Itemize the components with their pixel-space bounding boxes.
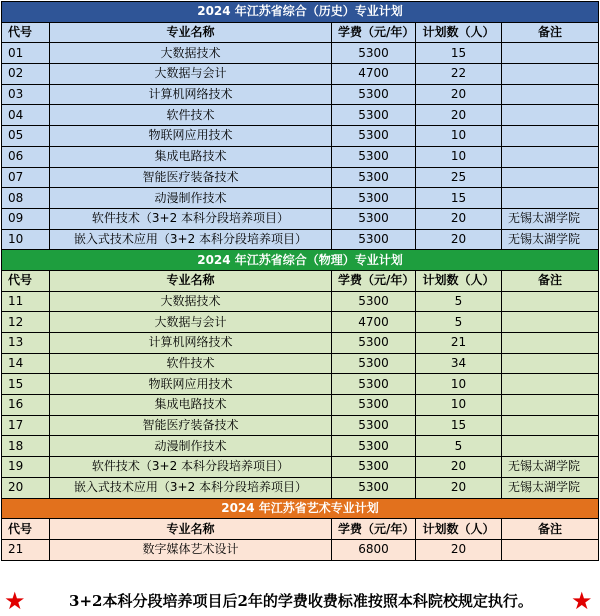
table-row [2,333,599,354]
section-title: 2024 年江苏省综合（物理）专业计划 [2,250,599,271]
name-cell: 大数据技术 [50,291,332,312]
table-row [2,208,599,229]
table-row [2,105,599,126]
table-row [2,229,599,250]
code-header: 代号 [2,270,50,291]
section-title-row [2,2,599,23]
code-cell: 08 [2,188,50,209]
name-cell: 软件技术（3+2 本科分段培养项目） [50,208,332,229]
plan-cell: 15 [416,415,502,436]
name-cell: 计算机网络技术 [50,84,332,105]
name-cell: 计算机网络技术 [50,333,332,354]
fee-cell: 4700 [332,64,416,85]
column-header-row [2,22,599,43]
plan-cell: 10 [416,146,502,167]
fee-cell: 5300 [332,291,416,312]
plan-cell: 21 [416,333,502,354]
name-cell: 软件技术（3+2 本科分段培养项目） [50,457,332,478]
table-row [2,395,599,416]
fee-header: 学费（元/年） [332,519,416,540]
code-cell: 12 [2,312,50,333]
table-row [2,312,599,333]
code-cell: 11 [2,291,50,312]
note-header: 备注 [502,270,599,291]
code-cell: 06 [2,146,50,167]
name-cell: 软件技术 [50,105,332,126]
plan-cell: 20 [416,539,502,560]
note-cell [502,105,599,126]
section-2 [2,250,599,498]
code-cell: 21 [2,539,50,560]
plan-cell: 5 [416,436,502,457]
note-cell [502,333,599,354]
fee-cell: 5300 [332,477,416,498]
plan-cell: 34 [416,353,502,374]
fee-cell: 6800 [332,539,416,560]
fee-cell: 5300 [332,43,416,64]
plan-cell: 5 [416,291,502,312]
note-cell [502,539,599,560]
fee-header: 学费（元/年） [332,22,416,43]
table-row [2,436,599,457]
note-cell [502,312,599,333]
code-cell: 05 [2,126,50,147]
column-header-row [2,519,599,540]
code-header: 代号 [2,519,50,540]
note-cell [502,415,599,436]
table-row [2,374,599,395]
star-icon-left: ★ [4,587,26,615]
fee-header: 学费（元/年） [332,270,416,291]
fee-cell: 5300 [332,436,416,457]
note-cell [502,146,599,167]
plan-cell: 10 [416,374,502,395]
section-title-row [2,498,599,519]
note-cell [502,374,599,395]
code-cell: 16 [2,395,50,416]
code-cell: 14 [2,353,50,374]
fee-cell: 5300 [332,395,416,416]
enrollment-plan-table [1,1,599,561]
code-cell: 19 [2,457,50,478]
name-cell: 智能医疗装备技术 [50,415,332,436]
name-cell: 动漫制作技术 [50,436,332,457]
fee-cell: 5300 [332,208,416,229]
name-cell: 大数据与会计 [50,312,332,333]
note-cell: 无锡太湖学院 [502,208,599,229]
plan-cell: 15 [416,188,502,209]
table-row [2,291,599,312]
table-row [2,415,599,436]
note-cell [502,64,599,85]
footer-note-text: 3+2本科分段培养项目后2年的学费收费标准按照本科院校规定执行。 [69,592,533,610]
section-title-row [2,250,599,271]
name-cell: 大数据与会计 [50,64,332,85]
fee-cell: 5300 [332,374,416,395]
fee-cell: 5300 [332,457,416,478]
fee-cell: 4700 [332,312,416,333]
plan-cell: 10 [416,395,502,416]
name-cell: 软件技术 [50,353,332,374]
plan-cell: 20 [416,84,502,105]
code-cell: 09 [2,208,50,229]
table-row [2,477,599,498]
note-cell: 无锡太湖学院 [502,477,599,498]
name-cell: 智能医疗装备技术 [50,167,332,188]
table-row [2,457,599,478]
plan-cell: 20 [416,208,502,229]
fee-cell: 5300 [332,415,416,436]
name-cell: 集成电路技术 [50,146,332,167]
table-row [2,84,599,105]
plan-cell: 20 [416,229,502,250]
plan-cell: 10 [416,126,502,147]
plan-cell: 25 [416,167,502,188]
footer-note [0,586,600,616]
note-header: 备注 [502,22,599,43]
code-cell: 01 [2,43,50,64]
fee-cell: 5300 [332,353,416,374]
note-cell [502,353,599,374]
plan-cell: 20 [416,477,502,498]
name-header: 专业名称 [50,22,332,43]
note-cell [502,395,599,416]
name-cell: 嵌入式技术应用（3+2 本科分段培养项目） [50,229,332,250]
name-header: 专业名称 [50,519,332,540]
plan-cell: 20 [416,105,502,126]
code-cell: 20 [2,477,50,498]
table-row [2,64,599,85]
section-title: 2024 年江苏省综合（历史）专业计划 [2,2,599,23]
note-cell [502,84,599,105]
note-header: 备注 [502,519,599,540]
name-cell: 大数据技术 [50,43,332,64]
name-header: 专业名称 [50,270,332,291]
name-cell: 物联网应用技术 [50,374,332,395]
note-cell [502,43,599,64]
plan-header: 计划数（人） [416,519,502,540]
table-row [2,353,599,374]
plan-header: 计划数（人） [416,270,502,291]
note-cell [502,436,599,457]
note-cell [502,188,599,209]
fee-cell: 5300 [332,84,416,105]
note-cell: 无锡太湖学院 [502,229,599,250]
section-title: 2024 年江苏省艺术专业计划 [2,498,599,519]
table-row [2,43,599,64]
code-header: 代号 [2,22,50,43]
name-cell: 嵌入式技术应用（3+2 本科分段培养项目） [50,477,332,498]
code-cell: 15 [2,374,50,395]
code-cell: 10 [2,229,50,250]
section-1 [2,2,599,250]
fee-cell: 5300 [332,126,416,147]
fee-cell: 5300 [332,333,416,354]
note-cell: 无锡太湖学院 [502,457,599,478]
table-row [2,539,599,560]
section-3 [2,498,599,560]
code-cell: 18 [2,436,50,457]
star-icon-right: ★ [571,587,593,615]
table-row [2,126,599,147]
fee-cell: 5300 [332,229,416,250]
code-cell: 03 [2,84,50,105]
note-cell [502,167,599,188]
table-row [2,167,599,188]
code-cell: 17 [2,415,50,436]
name-cell: 物联网应用技术 [50,126,332,147]
fee-cell: 5300 [332,188,416,209]
plan-cell: 22 [416,64,502,85]
code-cell: 07 [2,167,50,188]
name-cell: 数字媒体艺术设计 [50,539,332,560]
table-row [2,188,599,209]
plan-cell: 20 [416,457,502,478]
fee-cell: 5300 [332,167,416,188]
note-cell [502,126,599,147]
code-cell: 04 [2,105,50,126]
code-cell: 13 [2,333,50,354]
fee-cell: 5300 [332,146,416,167]
plan-cell: 5 [416,312,502,333]
plan-header: 计划数（人） [416,22,502,43]
enrollment-plan-sheet [1,1,598,561]
plan-cell: 15 [416,43,502,64]
name-cell: 动漫制作技术 [50,188,332,209]
note-cell [502,291,599,312]
table-row [2,146,599,167]
name-cell: 集成电路技术 [50,395,332,416]
fee-cell: 5300 [332,105,416,126]
code-cell: 02 [2,64,50,85]
column-header-row [2,270,599,291]
